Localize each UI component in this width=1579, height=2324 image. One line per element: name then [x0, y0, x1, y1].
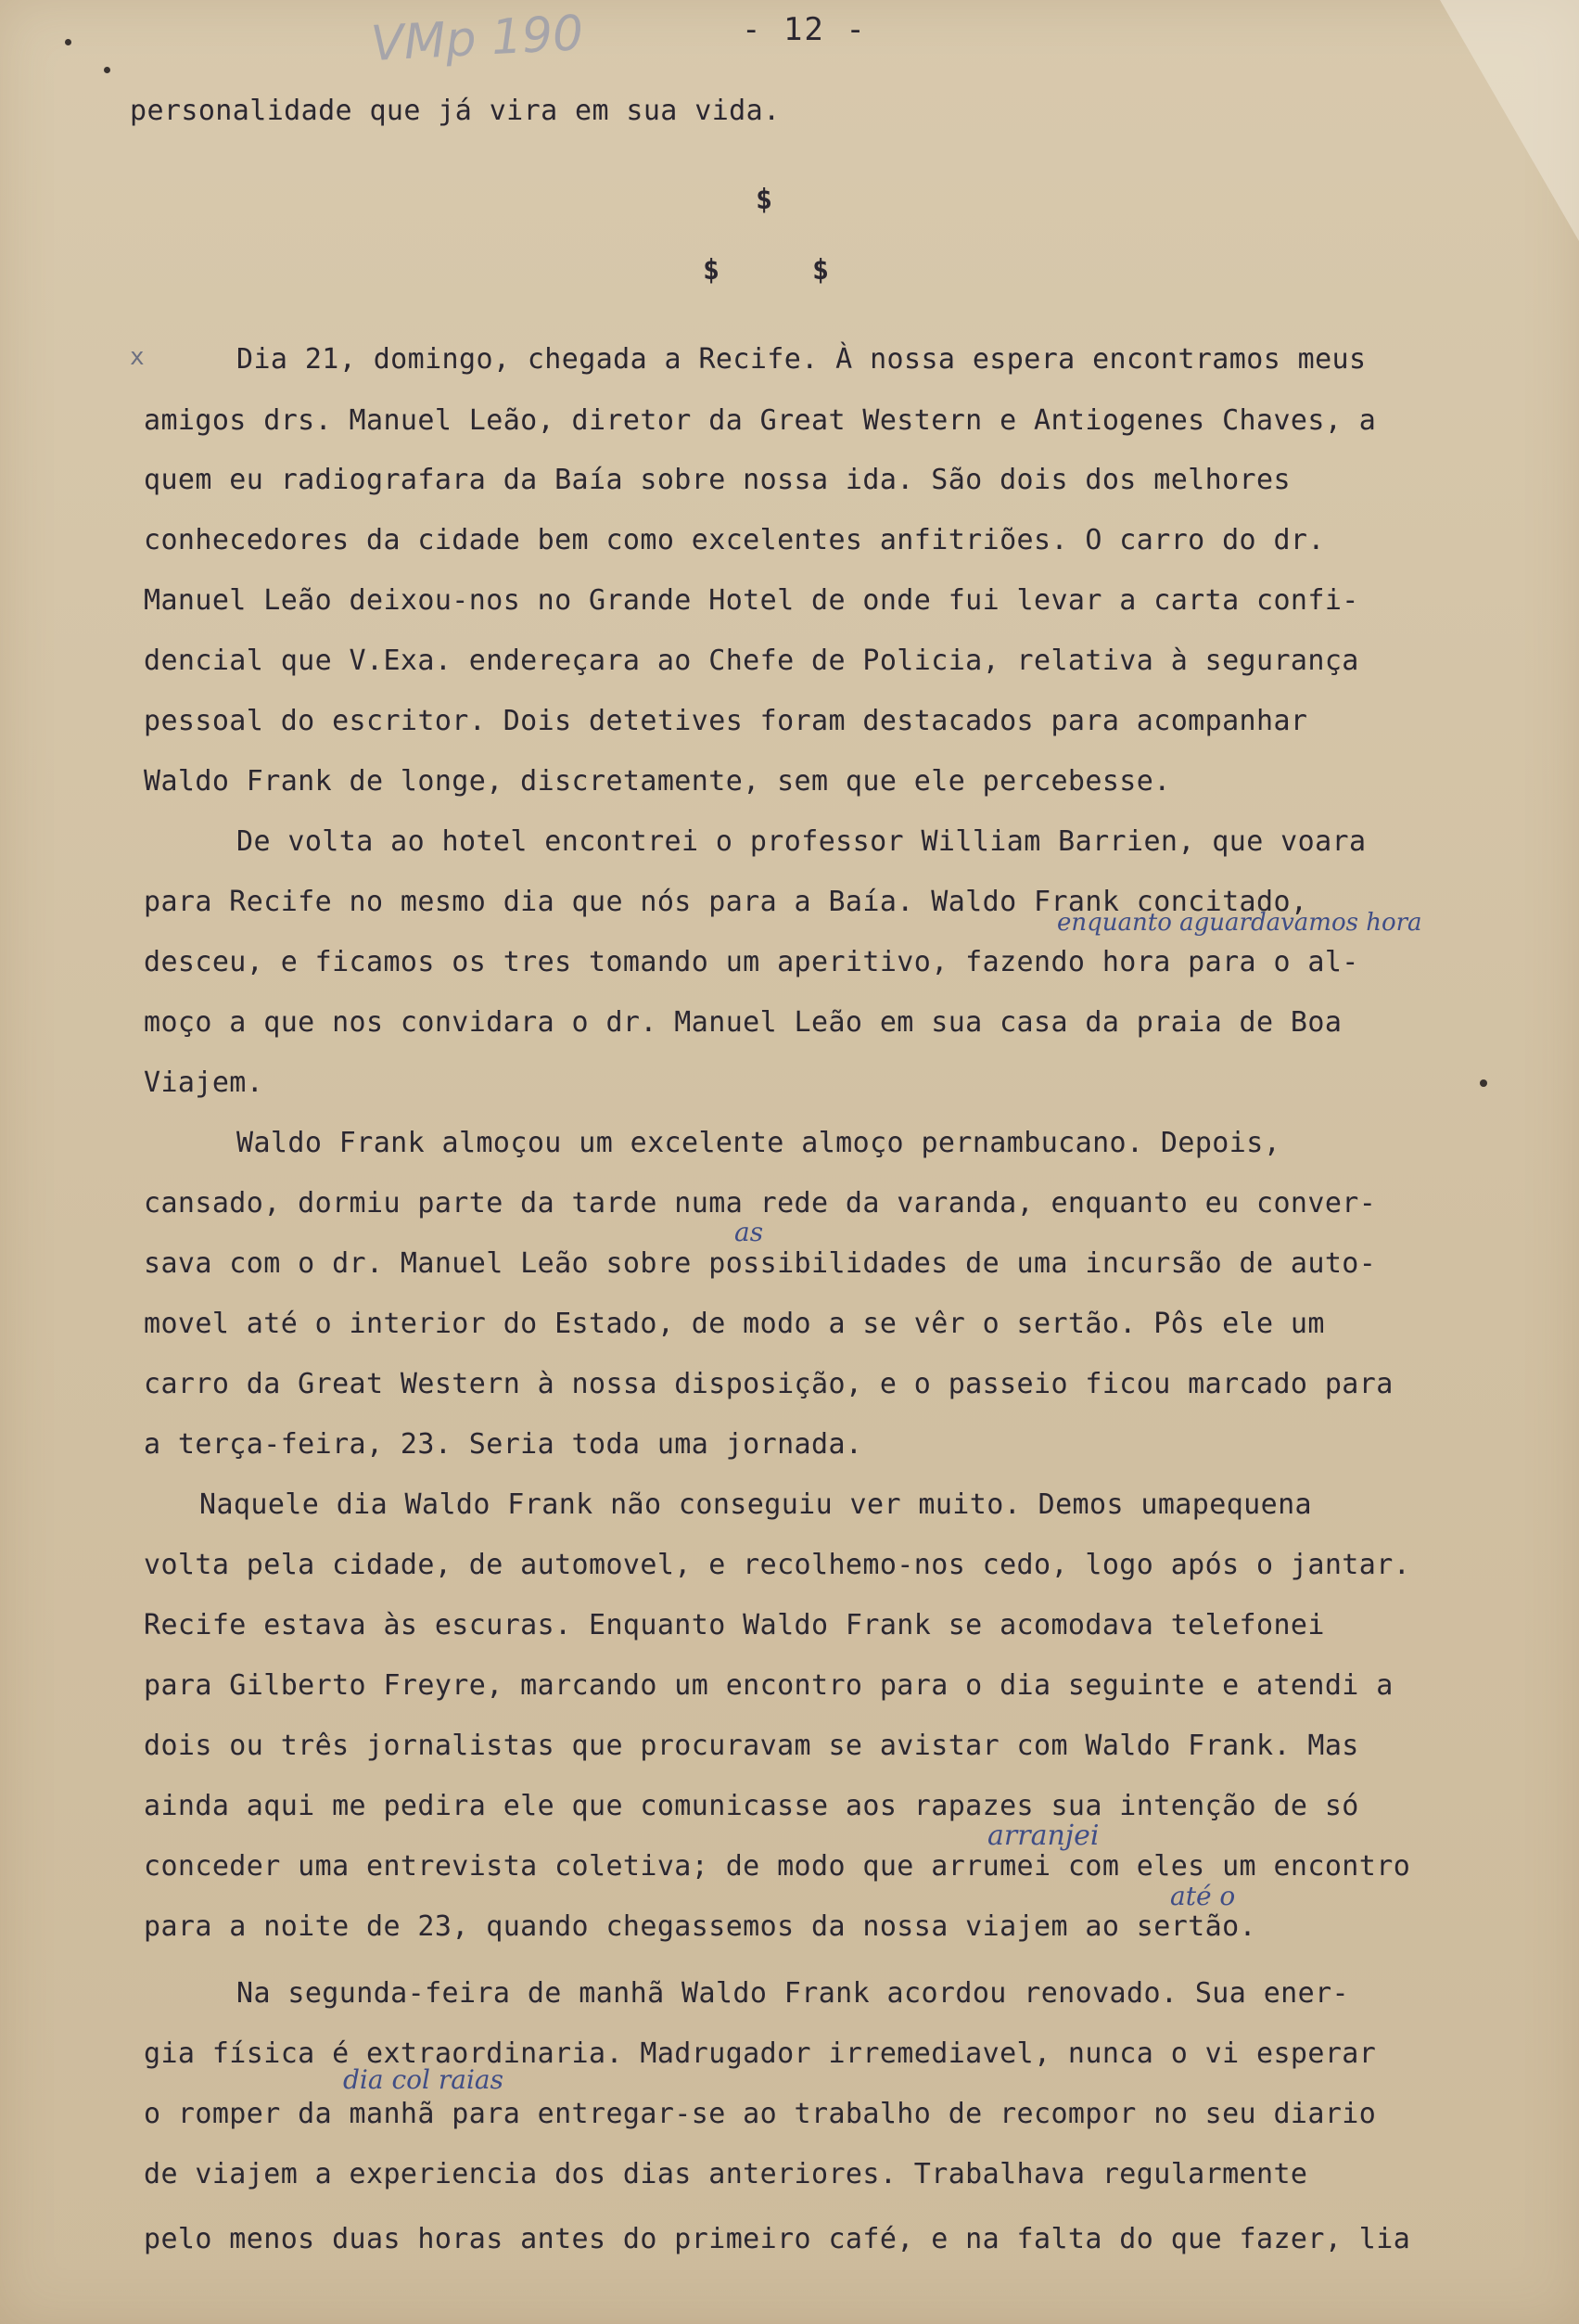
- text-line: cansado, dormiu parte da tarde numa rede da varanda, enquanto eu conver-: [144, 1187, 1377, 1219]
- text-line: desceu, e ficamos os tres tomando um aperitivo, fazendo hora para o al-: [144, 946, 1359, 978]
- text-line: para Gilberto Freyre, marcando um encontro para o dia seguinte e atendi a: [144, 1669, 1394, 1702]
- handwritten-insertion: dia col raias: [343, 2064, 503, 2095]
- text-line: De volta ao hotel encontrei o professor William Barrien, que voara: [236, 825, 1367, 858]
- text-line: personalidade que já vira em sua vida.: [130, 95, 781, 127]
- text-line: Manuel Leão deixou-nos no Grande Hotel de onde fui levar a carta confi-: [144, 584, 1359, 617]
- page-number: - 12 -: [742, 11, 867, 48]
- text-line: sava com o dr. Manuel Leão sobre possibilidades de uma incursão de auto-: [144, 1247, 1377, 1280]
- text-line: ainda aqui me pedira ele que comunicasse aos rapazes sua intenção de só: [144, 1790, 1359, 1822]
- section-separator-mark: $: [703, 254, 720, 287]
- ink-speck: [1480, 1079, 1487, 1087]
- handwritten-insertion: enquanto aguardavamos hora: [1057, 909, 1422, 937]
- handwritten-insertion: arranjei: [987, 1820, 1100, 1852]
- text-line: dencial que V.Exa. endereçara ao Chefe de Policia, relativa à segurança: [144, 645, 1359, 677]
- margin-mark: x: [130, 343, 145, 371]
- ink-speck: [65, 39, 71, 45]
- text-line: a terça-feira, 23. Seria toda uma jornada.: [144, 1428, 863, 1461]
- text-line: Naquele dia Waldo Frank não conseguiu ver muito. Demos umapequena: [199, 1488, 1312, 1521]
- section-separator-mark: $: [812, 254, 830, 287]
- text-line: pessoal do escritor. Dois detetives foram destacados para acompanhar: [144, 705, 1308, 737]
- text-line: para Recife no mesmo dia que nós para a Baía. Waldo Frank concitado,: [144, 886, 1308, 918]
- text-line: de viajem a experiencia dos dias anteriores. Trabalhava regularmente: [144, 2158, 1308, 2190]
- text-line: Waldo Frank almoçou um excelente almoço pernambucano. Depois,: [236, 1127, 1281, 1159]
- archive-mark: VMp 190: [369, 6, 585, 72]
- text-line: Waldo Frank de longe, discretamente, sem que ele percebesse.: [144, 765, 1171, 798]
- paper-fold: [1440, 0, 1579, 241]
- text-line: movel até o interior do Estado, de modo a se vêr o sertão. Pôs ele um: [144, 1308, 1325, 1340]
- text-line: amigos drs. Manuel Leão, diretor da Great Western e Antiogenes Chaves, a: [144, 404, 1377, 437]
- text-line: Viajem.: [144, 1066, 264, 1099]
- text-line: o romper da manhã para entregar-se ao trabalho de recompor no seu diario: [144, 2098, 1377, 2130]
- text-line: carro da Great Western à nossa disposição, e o passeio ficou marcado para: [144, 1368, 1394, 1400]
- text-line: Na segunda-feira de manhã Waldo Frank acordou renovado. Sua ener-: [236, 1977, 1349, 2010]
- text-line: Recife estava às escuras. Enquanto Waldo Frank se acomodava telefonei: [144, 1609, 1325, 1641]
- text-line: dois ou três jornalistas que procuravam se avistar com Waldo Frank. Mas: [144, 1730, 1359, 1762]
- text-line: Dia 21, domingo, chegada a Recife. À nossa espera encontramos meus: [236, 343, 1367, 376]
- text-line: conhecedores da cidade bem como excelentes anfitriões. O carro do dr.: [144, 524, 1325, 556]
- handwritten-insertion: até o: [1170, 1881, 1236, 1911]
- section-separator-mark: $: [756, 184, 773, 216]
- handwritten-insertion: as: [734, 1217, 764, 1247]
- text-line: gia física é extraordinaria. Madrugador irremediavel, nunca o vi esperar: [144, 2037, 1377, 2070]
- text-line: moço a que nos convidara o dr. Manuel Leão em sua casa da praia de Boa: [144, 1006, 1343, 1039]
- text-line: conceder uma entrevista coletiva; de modo que arrumei com eles um encontro: [144, 1850, 1411, 1883]
- text-line: quem eu radiografara da Baía sobre nossa ida. São dois dos melhores: [144, 464, 1291, 496]
- text-line: volta pela cidade, de automovel, e recolhemo-nos cedo, logo após o jantar.: [144, 1549, 1411, 1581]
- text-line: para a noite de 23, quando chegassemos da nossa viajem ao sertão.: [144, 1910, 1256, 1943]
- ink-speck: [104, 67, 110, 73]
- text-line: pelo menos duas horas antes do primeiro café, e na falta do que fazer, lia: [144, 2223, 1411, 2255]
